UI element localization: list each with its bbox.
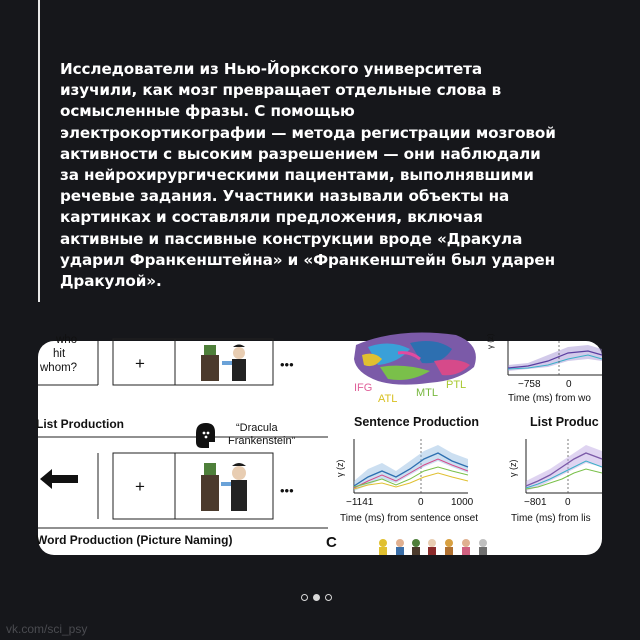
y-axis-label: γ (z): [486, 333, 495, 349]
speaker-head-icon: [196, 423, 215, 448]
post-line: за нейрохирургическими пациентами, выполнявшими: [60, 166, 534, 185]
pager-dot[interactable]: [301, 594, 308, 601]
post-line: речевые задания. Участники называли объекты на: [60, 187, 510, 206]
tick-label: −1141: [346, 497, 374, 508]
brain-region-label: MTL: [416, 387, 438, 399]
prompt-text: whom?: [40, 362, 78, 374]
carousel-pager: [301, 594, 332, 601]
figure-svg: [36, 333, 602, 555]
list-production-label: List Production: [36, 417, 124, 431]
post-line: активные и пассивные конструкции вроде «Дракула: [60, 229, 523, 248]
frankenstein-icon: [201, 345, 219, 381]
sentence-plot: [354, 439, 468, 493]
arrow-left-icon: [40, 469, 78, 489]
post-line: осмысленные фразы. С помощью: [60, 102, 355, 121]
tick-label: 0: [418, 497, 424, 508]
list-plot: [526, 439, 602, 493]
plus-sign: +: [135, 477, 145, 496]
tick-label: 1000: [451, 497, 474, 508]
tick-label: −758: [518, 379, 541, 390]
tick-label: 0: [566, 379, 572, 390]
prompt-text: hit: [53, 348, 66, 360]
brain-region-label: IFG: [354, 382, 373, 394]
y-axis-label: γ (z): [508, 459, 518, 477]
panel-letter: C: [326, 534, 337, 551]
prompt-text: who: [56, 334, 78, 346]
figure-image[interactable]: [36, 333, 602, 555]
quote-line: Frankenstein”: [228, 435, 296, 447]
frankenstein-icon: [201, 463, 219, 511]
word-production-label: Word Production (Picture Naming): [36, 533, 233, 547]
dracula-icon: [221, 463, 247, 511]
brain-region-label: ATL: [378, 393, 398, 405]
brain-region-label: PTL: [446, 379, 467, 391]
quote-line: “Dracula: [236, 422, 278, 434]
post-line: активности с высоким разрешением — они наблюдали: [60, 144, 541, 163]
x-axis-label: Time (ms) from wo: [508, 393, 591, 404]
panel-title: List Produc: [530, 415, 599, 429]
tick-label: −801: [524, 497, 547, 508]
panel-title: Sentence Production: [354, 415, 480, 429]
pager-dot[interactable]: [325, 594, 332, 601]
ellipsis: •••: [280, 483, 294, 498]
post-line: ударил Франкенштейна» и «Франкенштейн был ударен: [60, 250, 556, 269]
dracula-icon: [222, 345, 246, 382]
accent-line: [38, 0, 40, 302]
pager-dot-active[interactable]: [313, 594, 320, 601]
post-line: Исследователи из Нью-Йоркского университета: [60, 60, 483, 78]
brain-map: [354, 333, 476, 385]
post-line: Дракулой».: [60, 272, 162, 291]
post-text: [60, 59, 620, 292]
x-axis-label: Time (ms) from lis: [511, 513, 591, 524]
plus-sign: +: [135, 354, 145, 373]
post-line: изучили, как мозг превращает отдельные слова в: [60, 81, 502, 100]
top-right-plot: [508, 341, 602, 375]
y-axis-label: γ (z): [335, 459, 345, 477]
tick-label: 0: [565, 497, 571, 508]
characters-row-icon: [379, 539, 487, 555]
x-axis-label: Time (ms) from sentence onset: [340, 513, 479, 524]
post-line: картинках и составляли предложения, включая: [60, 208, 483, 227]
ellipsis: •••: [280, 357, 294, 372]
watermark: vk.com/sci_psy: [6, 622, 88, 636]
post-line: электрокортикографии — метода регистрации мозговой: [60, 123, 556, 142]
